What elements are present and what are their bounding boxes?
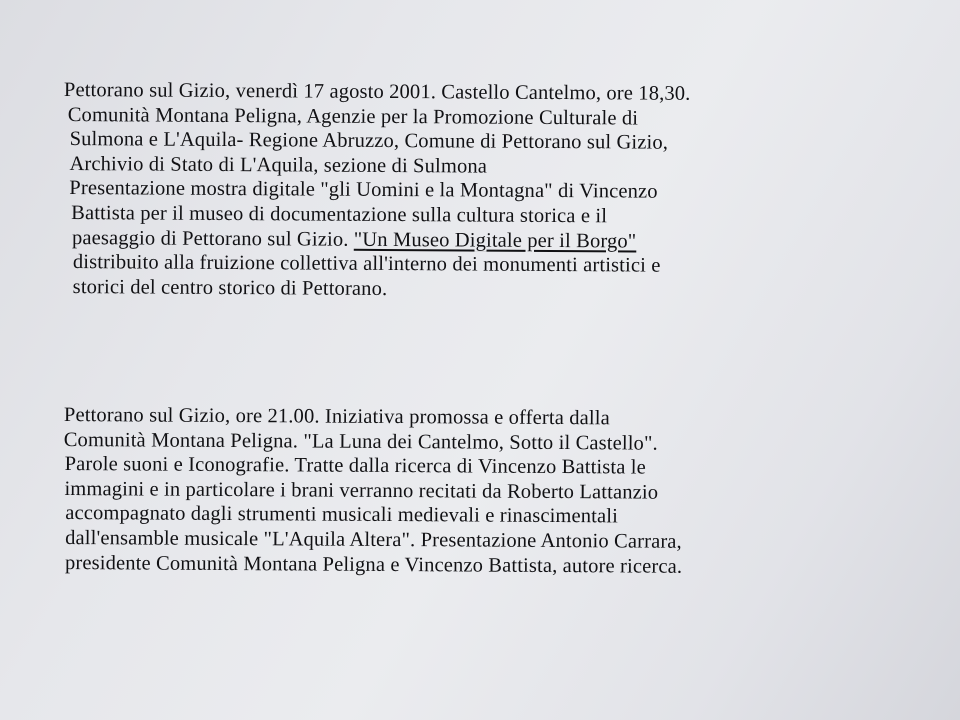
- text-line: distribuito alla fruizione collettiva all'interno dei monumenti artistici e: [72, 251, 661, 277]
- paragraph-afternoon-event: [63, 78, 691, 303]
- text-line: Presentazione mostra digitale "gli Uomini e la Montagna" di Vincenzo: [69, 177, 658, 204]
- text-line: Parole suoni e Iconografie. Tratte dalla ricerca di Vincenzo Battista le: [64, 453, 646, 479]
- text-line: presidente Comunità Montana Peligna e Vincenzo Battista, autore ricerca.: [64, 551, 683, 578]
- text-segment: paesaggio di Pettorano sul Gizio.: [71, 226, 354, 251]
- text-line: [63, 226, 690, 254]
- text-line: Pettorano sul Gizio, ore 21.00. Iniziativa promossa e offerta dalla: [63, 403, 610, 430]
- paragraph-evening-event: [63, 403, 683, 579]
- underlined-title: "Un Museo Digitale per il Borgo": [353, 228, 637, 253]
- text-line: accompagnato dagli strumenti musicali medievali e rinascimentali: [65, 502, 619, 528]
- text-line: Archivio di Stato di L'Aquila, sezione di Sulmona: [69, 152, 488, 178]
- text-line: Sulmona e L'Aquila- Regione Abruzzo, Comune di Pettorano sul Gizio,: [69, 128, 669, 154]
- text-line: dall'ensamble musicale "L'Aquila Altera". Presentazione Antonio Carrara,: [65, 526, 682, 553]
- text-line: Pettorano sul Gizio, venerdì 17 agosto 2001. Castello Cantelmo, ore 18,30.: [63, 78, 691, 105]
- text-line: Comunità Montana Peligna, Agenzie per la Promozione Culturale di: [67, 103, 639, 130]
- text-line: Battista per il museo di documentazione sulla cultura storica e il: [71, 202, 608, 228]
- text-line: storici del centro storico di Pettorano.: [72, 275, 388, 300]
- text-line: Comunità Montana Peligna. "La Luna dei Cantelmo, Sotto il Castello".: [63, 428, 658, 455]
- text-line: immagini e in particolare i brani verranno recitati da Roberto Lattanzio: [64, 477, 659, 504]
